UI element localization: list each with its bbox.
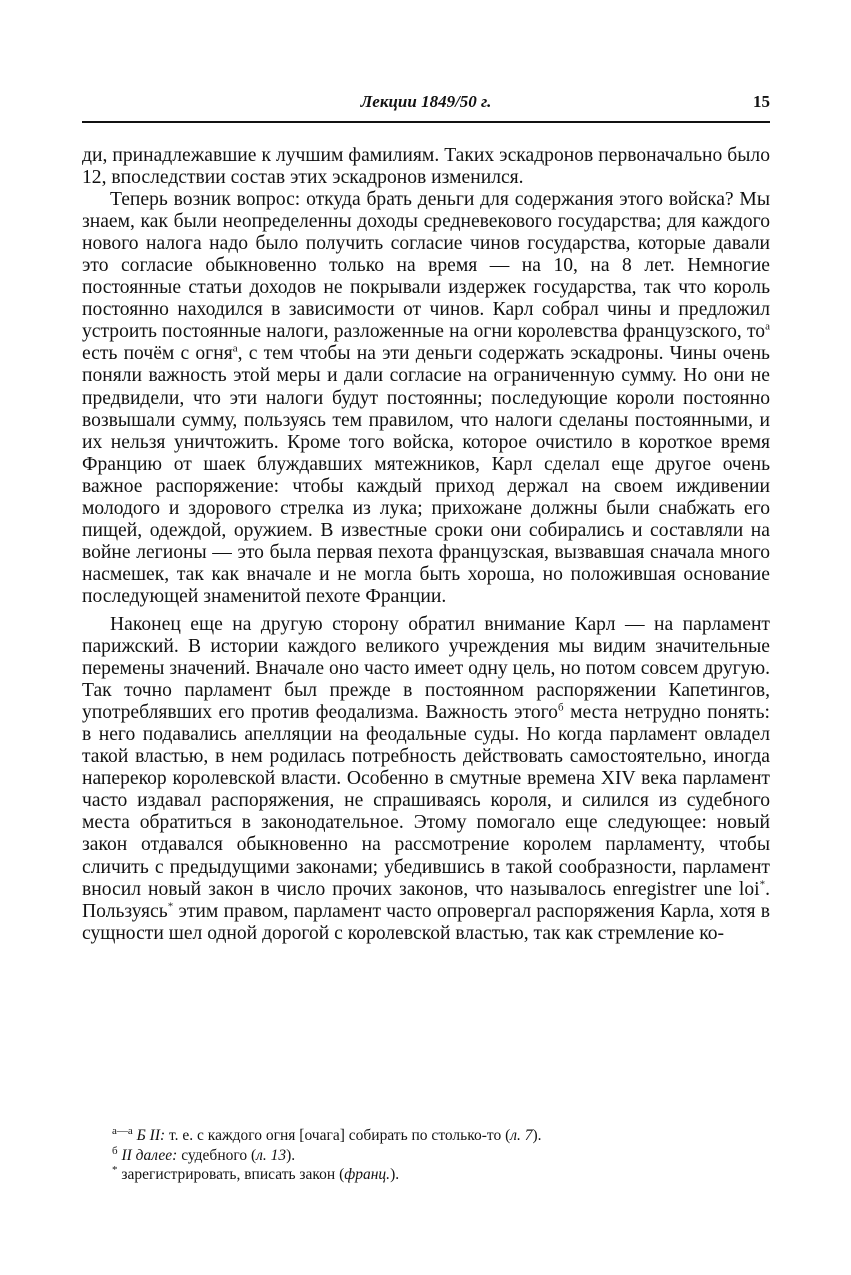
footnote-ref-a: а — [765, 320, 770, 333]
footnote-star: * зарегистрировать, вписать закон (франц.). — [112, 1163, 400, 1183]
body-text — [82, 145, 770, 945]
paragraph-2: Теперь возник вопрос: откуда брать деньги для содержания этого войска? Мы знаем, как были неопределенны доходы средневекового государства; для каждого нового налога надо было получить согласие чинов государства, которые давали это согласие обыкновенно только на время — на 10, на 8 лет. Немногие постоянные статьи доходов не покрывали издержек государства, так что король постоянно находился в зависимости от чинов. Карл собрал чины и предложил устроить постоянные налоги, разложенные на огни королевства французского, $то^а$ есть почём с огня$^а$, с тем чтобы на эти деньги содержать эскадроны. Чины очень поняли важность этой меры и дали согласие на ограниченную сумму. Но они не предвидели, что эти налоги будут постоянны; последующие короли постоянно возвышали сумму, пользуясь тем правилом, что налоги сделаны постоянными, и их нельзя уничтожить. Кроме того войска, которое очистило в короткое время Францию от шаек блуждавших мятежников, Карл сделал еще другое очень важное распоряжение: чтобы каждый приход держал на своем иждивении молодого и здорового стрелка из лука; прихожане должны были снабжать его пищей, одеждой, оружием. В известные сроки они собирались и составляли на войне легионы — это была первая пехота французская, вызвавшая сначала много насмешек, так как вначале и не могла быть хороша, но положившая основание последующей знаменитой пехоте Франции. — [82, 189, 770, 607]
running-title: Лекции 1849/50 г. — [360, 92, 492, 111]
footnote-ref-b: б — [557, 701, 564, 714]
footnote-a: $^{а—а}$ Б II: т. е. с каждого огня [очага] собирать по столько-то (л. 7). — [112, 1124, 542, 1144]
paragraph-1: ди, принадлежавшие к лучшим фамилиям. Таких эскадронов первоначально было 12, впоследствии состав этих эскадронов изменился. — [82, 145, 770, 189]
footnote-ref-a: а — [232, 342, 238, 355]
footnotes — [112, 1126, 772, 1185]
paragraph-3: Наконец еще на другую сторону обратил внимание Карл — на парламент парижский. В истории каждого великого учреждения мы видим значительные перемены значений. Вначале оно часто имеет одну цель, но потом совсем другую. Так точно парламент был прежде в постоянном распоряжении Капетингов, употреблявших его против феодализма. Важность этого$^б$ места нетрудно понять: в него подавались апелляции на феодальные суды. Но когда парламент овладел такой властью, в нем родилась потребность действовать самостоятельно, иногда наперекор королевской власти. Особенно в смутные времена XIV века парламент часто издавал распоряжения, не спрашиваясь короля, и силился из судебного места обратиться в законодательное. Этому помогало еще следующее: новый закон отдавался обыкновенно на рассмотрение королем парламенту, чтобы сличить с предыдущими законами; убедившись в такой сообразности, парламент вносил новый закон в число прочих законов, что называлось enregistrer une loi*. Пользуясь* этим правом, парламент часто опровергал распоряжения Карла, хотя в сущности шел одной дорогой с королевской властью, так как стремление ко- — [82, 613, 770, 944]
page-header — [82, 92, 770, 118]
footnote-ref-star: * — [759, 878, 766, 891]
page-number: 15 — [753, 92, 770, 111]
footnote-b: $^б$ II далее: судебного (л. 13). — [112, 1144, 296, 1164]
footnote-ref-star: * — [167, 900, 174, 913]
header-rule — [82, 121, 770, 123]
